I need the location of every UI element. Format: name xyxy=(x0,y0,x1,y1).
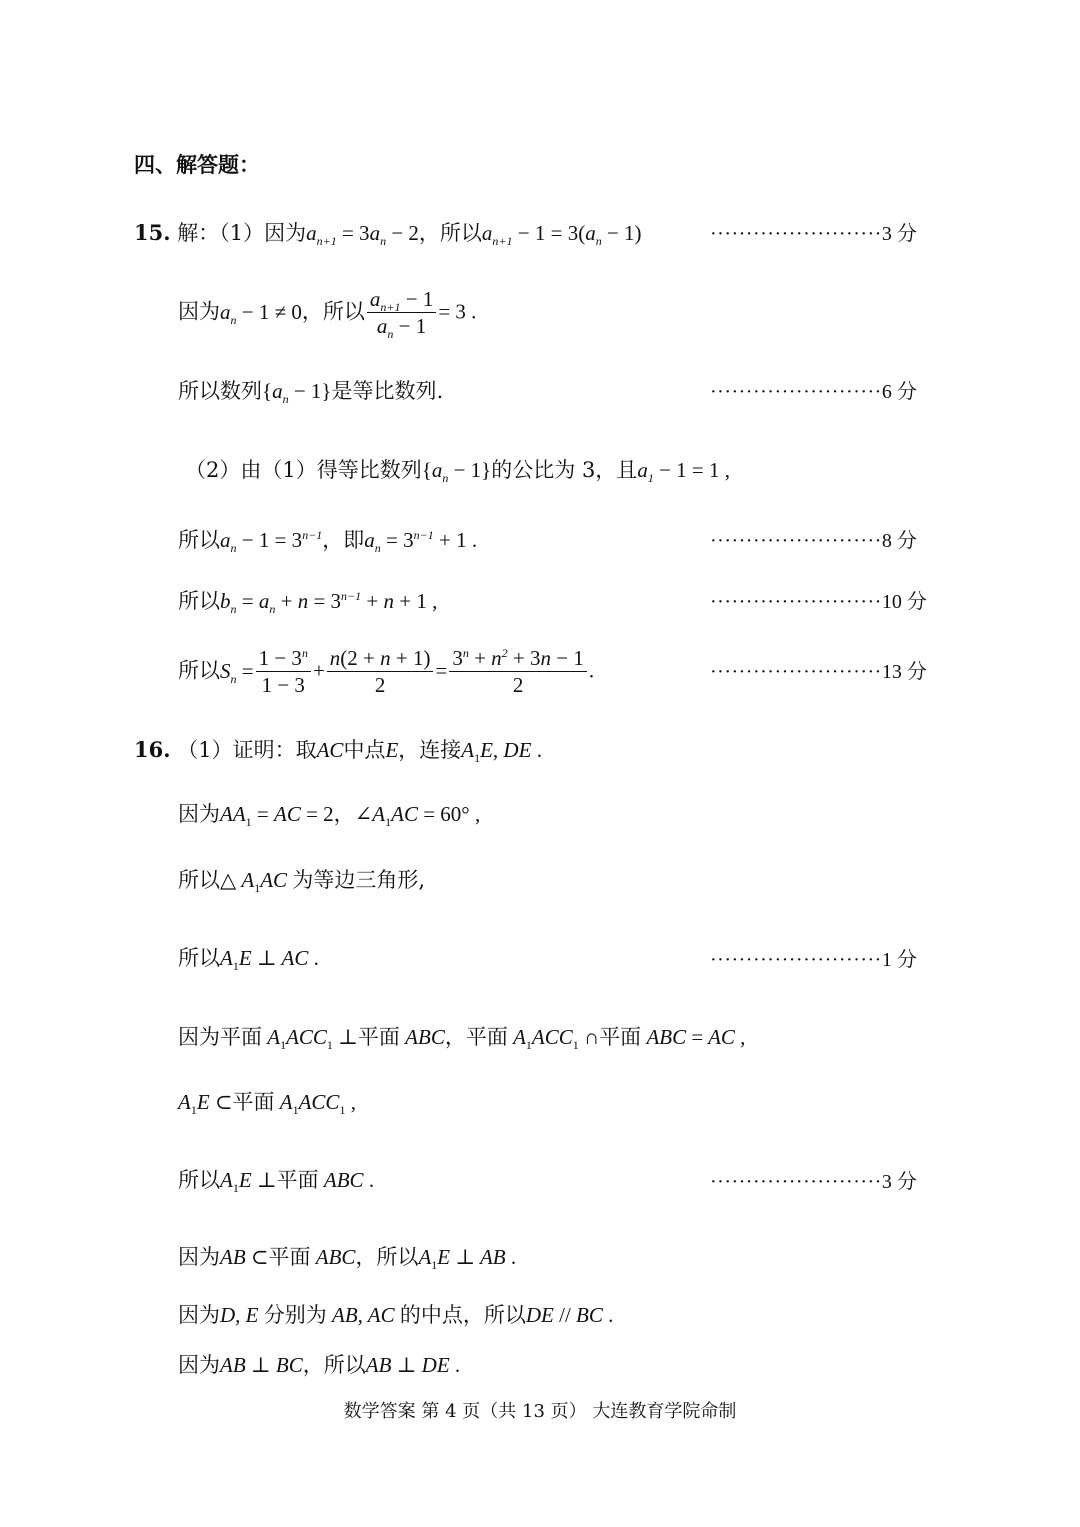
section-heading: 四、解答题： xyxy=(134,153,260,177)
score-marker: ························1 分 xyxy=(710,949,917,971)
q16-line-5: 因为平面 $A_1ACC_1$ ⊥平面 ABC，平面 $A_1ACC_1$ ∩平面 ABC = AC , xyxy=(178,1025,746,1053)
q15-line-6: 所以$b_n = a_n + n = 3^{n-1} + n + 1$ , xyxy=(178,589,438,617)
score-marker: ························3 分 xyxy=(710,223,917,245)
q16-line-7: 所以$A_1E$ ⊥平面 ABC . xyxy=(178,1168,375,1196)
q16-line-9: 因为D, E 分别为 AB, AC 的中点，所以DE // BC . xyxy=(178,1303,614,1327)
q16-line-8: 因为AB ⊂平面 ABC，所以$A_1E$ ⊥ AB . xyxy=(178,1245,517,1273)
q15-line-2: 因为$a_n - 1 \ne 0$，所以 $\frac{a_{n+1} - 1}{a_n - 1}$ = 3 . xyxy=(178,287,477,342)
math-expression: $a_n = 3^{n-1} + 1$ . xyxy=(364,528,478,556)
math-expression: $a_{n+1} - 1 = 3(a_n - 1)$ xyxy=(481,221,642,249)
score-marker: ························3 分 xyxy=(710,1171,917,1193)
math-expression: $a_n - 1 \ne 0$ xyxy=(220,299,302,327)
q16-line-3: 所以△ $A_1AC$ 为等边三角形, xyxy=(178,868,426,896)
question-number-16: 16. xyxy=(134,737,171,762)
page-footer: 数学答案 第 4 页（共 13 页） 大连教育学院命制 xyxy=(343,1401,737,1422)
fraction: $\frac{a_{n+1} - 1}{a_n - 1}$ xyxy=(367,289,436,337)
score-marker: ························10 分 xyxy=(710,591,927,613)
q16-line-4: 所以$A_1E$ ⊥ AC . xyxy=(178,946,319,974)
math-expression: $a_1 - 1 = 1$ , xyxy=(637,458,730,486)
fraction: $\frac{3^n + n^2 + 3n - 1}{2}$ xyxy=(449,648,587,696)
q16-line-1: 16. （1）证明：取AC中点E，连接$A_1E$, DE . xyxy=(134,737,542,766)
question-number-15: 15. xyxy=(134,220,171,245)
q16-line-10: 因为AB ⊥ BC，所以AB ⊥ DE . xyxy=(178,1353,461,1377)
math-expression: $b_n = a_n + n = 3^{n-1} + n + 1$ , xyxy=(220,589,438,617)
math-expression: $\{a_n - 1\}$ xyxy=(262,379,332,407)
q16-line-6: $A_1E$ ⊂平面 $A_1ACC_1$ , xyxy=(178,1090,356,1118)
math-expression: $a_n - 1 = 3^{n-1}$ xyxy=(220,528,323,556)
score-marker: ························8 分 xyxy=(710,530,917,552)
q15-line-5: 所以$a_n - 1 = 3^{n-1}$，即$a_n = 3^{n-1} + 1$ . xyxy=(178,528,478,556)
math-expression: $S_n$ = xyxy=(220,658,254,686)
fraction: $\frac{n(2 + n + 1)}{2}$ xyxy=(327,648,434,696)
score-marker: ························6 分 xyxy=(710,381,917,403)
q15-line-3: 所以数列$\{a_n - 1\}$是等比数列. xyxy=(178,379,444,407)
score-marker: ························13 分 xyxy=(710,661,927,683)
math-expression: $\{a_n - 1\}$ xyxy=(421,458,492,486)
q15-line-4: （2）由（1）得等比数列$\{a_n - 1\}$的公比为 3，且$a_1 - 1 = 1$ , xyxy=(185,458,730,486)
math-expression: $a_{n+1} = 3a_n - 2$ xyxy=(306,221,419,249)
fraction: $\frac{1 - 3^n}{1 - 3}$ xyxy=(256,648,311,696)
q15-line-1: 15. 解：（1）因为$a_{n+1} = 3a_n - 2$，所以$a_{n+1} - 1 = 3(a_n - 1)$ xyxy=(134,220,642,249)
q15-line-7: 所以$S_n$ = $\frac{1 - 3^n}{1 - 3}$ + $\frac{n(2 + n + 1)}{2}$ = $\frac{3^n + n^2 + 3n - 1}{2}$ . xyxy=(178,646,595,697)
q16-line-2: 因为$AA_1$ = AC = 2，$\angle A_1AC = 60^\circ$ , xyxy=(178,802,481,830)
